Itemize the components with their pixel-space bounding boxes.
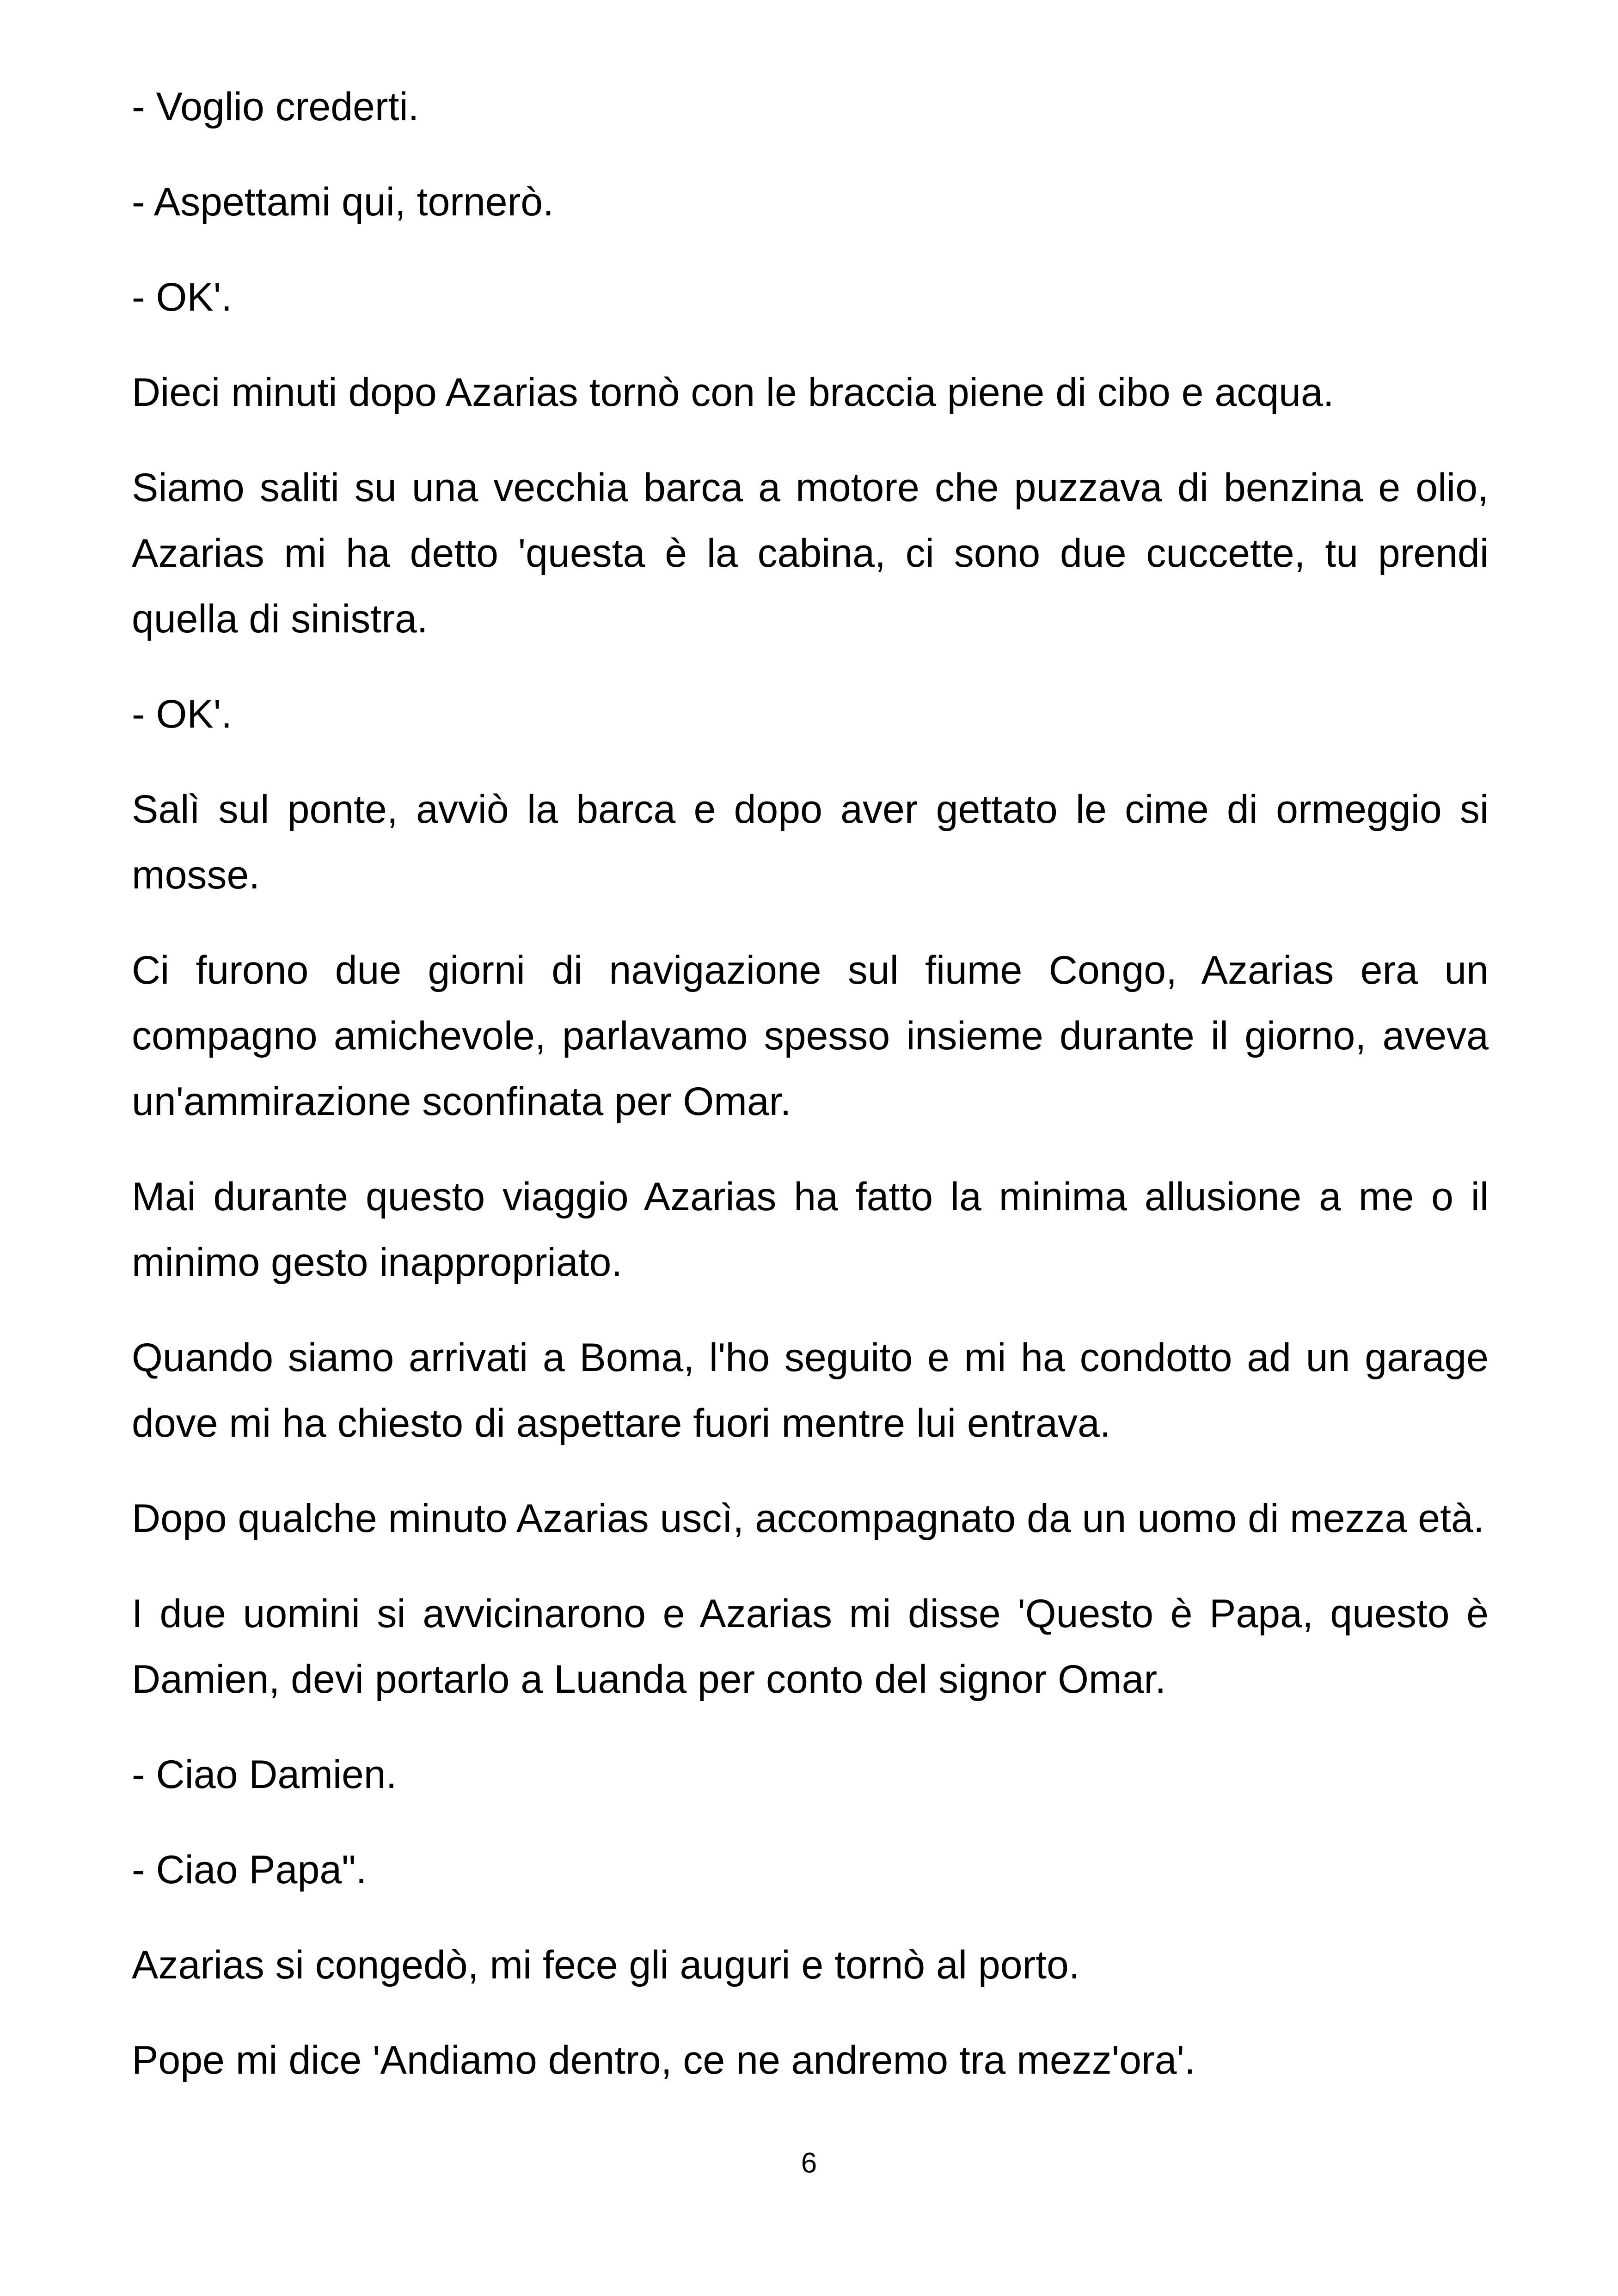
- paragraph: Salì sul ponte, avviò la barca e dopo aver gettato le cime di ormeggio si mosse.: [132, 787, 1489, 897]
- paragraph: Azarias si congedò, mi fece gli auguri e tornò al porto.: [132, 1943, 1080, 1987]
- paragraph: Pope mi dice 'Andiamo dentro, ce ne andremo tra mezz'ora'.: [132, 2038, 1195, 2082]
- paragraph: Mai durante questo viaggio Azarias ha fatto la minima allusione a me o il minimo gesto inappropriato.: [132, 1175, 1489, 1285]
- page-number: 6: [801, 2147, 817, 2179]
- paragraph: Ci furono due giorni di navigazione sul fiume Congo, Azarias era un compagno amichevole, parlavamo spesso insieme durante il giorno, aveva un'ammirazione sconfinata per Omar.: [132, 948, 1489, 1124]
- paragraph: Dieci minuti dopo Azarias tornò con le braccia piene di cibo e acqua.: [132, 370, 1334, 415]
- paragraph: I due uomini si avvicinarono e Azarias mi disse 'Questo è Papa, questo è Damien, devi portarlo a Luanda per conto del signor Omar.: [132, 1592, 1489, 1702]
- paragraph: - Ciao Damien.: [132, 1752, 397, 1797]
- paragraph: - Aspettami qui, tornerò.: [132, 180, 554, 224]
- page-body: [132, 74, 1489, 2123]
- paragraph: - OK'.: [132, 275, 233, 319]
- paragraph: Siamo saliti su una vecchia barca a motore che puzzava di benzina e olio, Azarias mi ha detto 'questa è la cabina, ci sono due cuccette, tu prendi quella di sinistra.: [132, 465, 1489, 641]
- paragraph: - Ciao Papa".: [132, 1848, 367, 1892]
- paragraph: Quando siamo arrivati a Boma, l'ho seguito e mi ha condotto ad un garage dove mi ha chiesto di aspettare fuori mentre lui entrava.: [132, 1335, 1489, 1445]
- paragraph: Dopo qualche minuto Azarias uscì, accompagnato da un uomo di mezza età.: [132, 1496, 1484, 1541]
- paragraph: - OK'.: [132, 692, 233, 736]
- paragraph: - Voglio crederti.: [132, 85, 419, 129]
